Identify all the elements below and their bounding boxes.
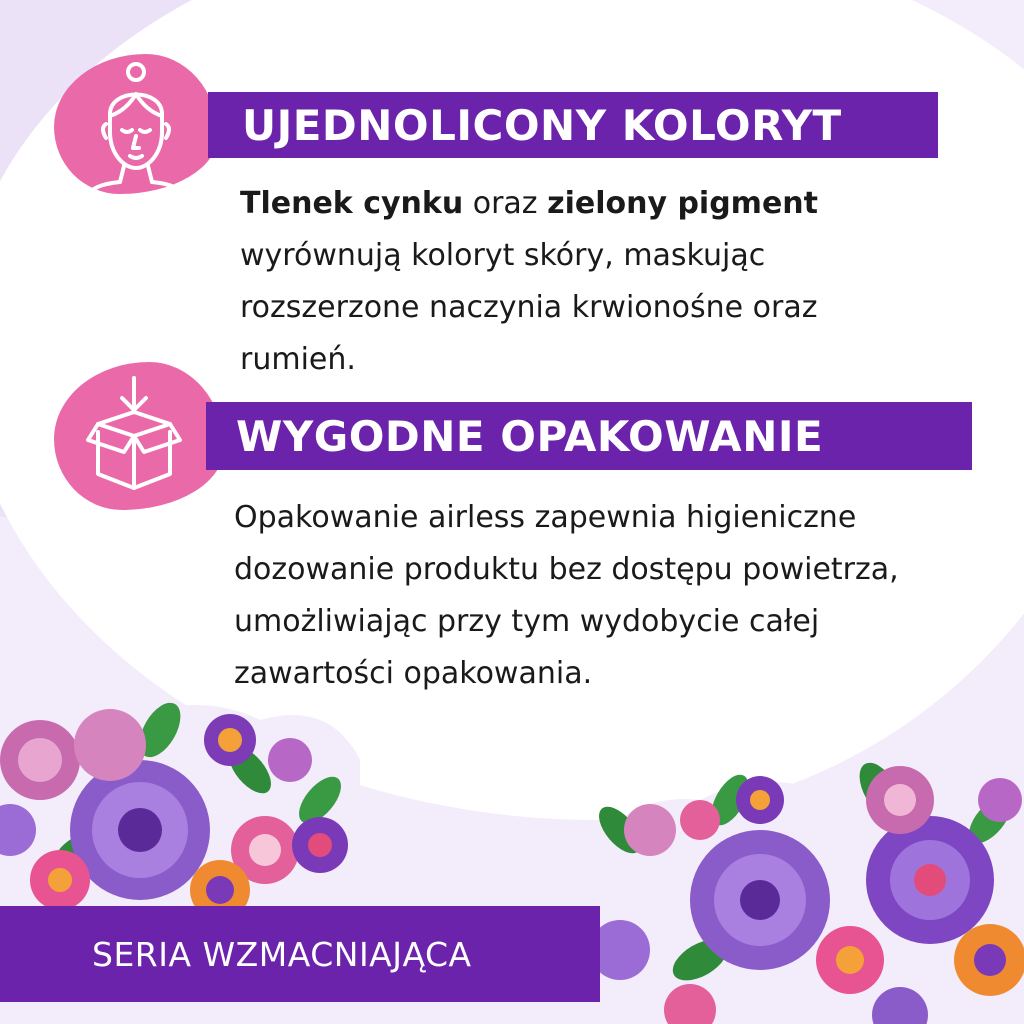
section2-title: WYGODNE OPAKOWANIE [236, 411, 824, 461]
section1-text-bold-2: zielony pigment [547, 186, 818, 221]
section1-text-1: oraz [463, 186, 548, 221]
section1-title: UJEDNOLICONY KOLORYT [242, 100, 842, 150]
section1-text-2: wyrównują koloryt skóry, maskując rozszerzone naczynia krwionośne oraz rumień. [240, 238, 818, 377]
footer-banner [0, 906, 600, 1002]
section2-description: Opakowanie airless zapewnia higieniczne dozowanie produktu bez dostępu powietrza, umożliwiając przy tym wydobycie całej zawartości opakowania. [234, 500, 899, 691]
footer-label: SERIA WZMACNIAJĄCA [92, 934, 472, 974]
section1-text-bold-1: Tlenek cynku [240, 186, 464, 221]
flowers-right [560, 756, 1024, 1024]
